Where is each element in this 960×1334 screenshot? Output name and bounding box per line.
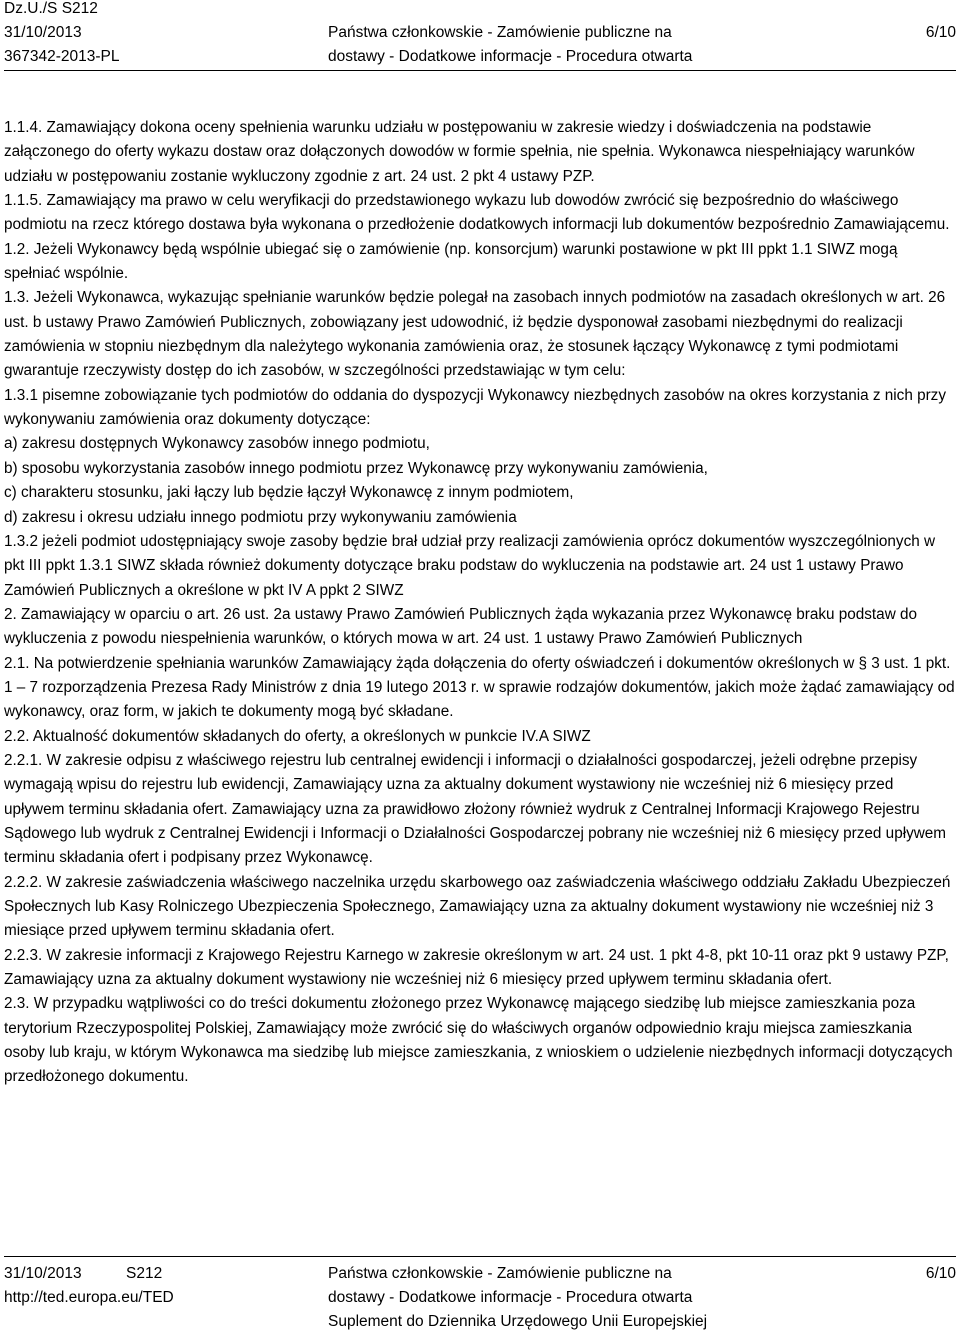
list-item: c) charakteru stosunku, jaki łączy lub będzie łączył Wykonawcę z innym podmiotem, <box>4 484 574 502</box>
paragraph: 1.1.4. Zamawiający dokona oceny spełnienia warunku udziału w postępowaniu w zakresie wiedzy i doświadczenia na podstawie załączonego do oferty wykazu dostaw oraz dołączonych dowodów w formie spełnia, nie spełnia. Wykonawca niespełniający warunków udziału w postępowaniu zostanie wykluczony zgodnie z art. 24 ust. 2 pkt 4 ustawy PZP. <box>4 119 915 185</box>
paragraph: 2.2.3. W zakresie informacji z Krajowego Rejestru Karnego w zakresie określonym w art. 24 ust. 1 pkt 4-8, pkt 10-11 oraz pkt 9 ustawy PZP, Zamawiający uzna za aktualny dokument wystawiony nie wcześniej niż 6 miesięcy przed upływem terminu składania ofert. <box>4 946 949 989</box>
page-number: 6/10 <box>925 24 956 41</box>
paragraph: 2.2.2. W zakresie zaświadczenia właściwego naczelnika urzędu skarbowego oaz zaświadczenia właściwego oddziału Zakładu Ubezpieczeń Społecznych lub Kasy Rolniczego Ubezpieczenia Społecznego, Zamawiający uzna za aktualny dokument wystawiony nie wcześniej niż 3 miesiące przed upływem terminu składania ofert. <box>4 873 951 940</box>
footer-title-line-1: Państwa członkowskie - Zamówienie publiczne na <box>328 1265 672 1282</box>
list-item: a) zakresu dostępnych Wykonawcy zasobów innego podmiotu, <box>4 435 430 453</box>
footer-divider <box>4 1256 956 1257</box>
list-item: b) sposobu wykorzystania zasobów innego podmiotu przez Wykonawcę przy wykonywaniu zamówienia, <box>4 459 708 477</box>
journal-reference: Dz.U./S S212 <box>4 0 98 17</box>
publication-date: 31/10/2013 <box>4 24 82 41</box>
header-divider <box>4 70 956 71</box>
header-title-line-2: dostawy - Dodatkowe informacje - Procedura otwarta <box>328 48 693 65</box>
document-number: 367342-2013-PL <box>4 48 120 65</box>
paragraph: 1.3.1 pisemne zobowiązanie tych podmiotów do oddania do dyspozycji Wykonawcy niezbędnych zasobów na okres korzystania z nich przy wykonywaniu zamówienia oraz dokumenty dotyczące: <box>4 386 946 429</box>
list-item: d) zakresu i okresu udziału innego podmiotu przy wykonywaniu zamówienia <box>4 508 517 526</box>
paragraph: 1.3. Jeżeli Wykonawca, wykazując spełnianie warunków będzie polegał na zasobach innych podmiotów na zasadach określonych w art. 26 ust. b ustawy Prawo Zamówień Publicznych, zobowiązany jest udowodnić, iż będzie dysponował zasobami niezbędnymi do realizacji zamówienia w stopniu niezbędnym dla należytego wykonania zamówienia oraz, że stosunek łączący Wykonawcę z tymi podmiotami gwarantuje rzeczywisty dostęp do ich zasobów, w szczególności przedstawiając w tym celu: <box>4 289 946 380</box>
paragraph: 2.2.1. W zakresie odpisu z właściwego rejestru lub centralnej ewidencji i informacji o działalności gospodarczej, jeżeli odrębne przepisy wymagają wpisu do rejestru lub ewidencji, Zamawiający uzna za aktualny dokument wystawiony nie wcześniej niż 6 miesięcy przed upływem terminu składania ofert. Zamawiający uzna za prawidłowo złożony również wydruk z Centralnej Informacji Krajowego Rejestru Sądowego lub wydruk z Centralnej Ewidencji i Informacji o Działalności Gospodarczej pobrany nie wcześniej niż 6 miesięcy przed upływem terminu składania ofert i podpisany przez Wykonawcę. <box>4 751 947 867</box>
paragraph: 2.1. Na potwierdzenie spełniania warunków Zamawiający żąda dołączenia do oferty oświadczeń i dokumentów określonych w § 3 ust. 1 pkt. 1 – 7 rozporządzenia Prezesa Rady Ministrów z dnia 19 lutego 2013 r. w sprawie rodzajów dokumentów, jakich może żądać zamawiający od wykonawcy, oraz form, w jakich te dokumenty mogą być składane. <box>4 654 955 721</box>
document-body <box>4 116 956 1090</box>
header-title-line-1: Państwa członkowskie - Zamówienie publiczne na <box>328 24 672 41</box>
paragraph: 1.2. Jeżeli Wykonawcy będą wspólnie ubiegać się o zamówienie (np. konsorcjum) warunki postawione w pkt III ppkt 1.1 SIWZ mogą spełniać wspólnie. <box>4 240 898 283</box>
paragraph: 1.1.5. Zamawiający ma prawo w celu weryfikacji do przedstawionego wykazu lub dowodów zwrócić się bezpośrednio do właściwego podmiotu na rzecz którego dostawa była wykonana o przedłożenie dodatkowych informacji lub dokumentów bezpośrednio Zamawiającemu. <box>4 192 950 234</box>
paragraph: 2.3. W przypadku wątpliwości co do treści dokumentu złożonego przez Wykonawcę mającego siedzibę lub miejsce zamieszkania poza terytorium Rzeczypospolitej Polskiej, Zamawiający może zwrócić się do właściwych organów odpowiednio kraju miejsca zamieszkania osoby lub kraju, w którym Wykonawca ma siedzibę lub miejsce zamieszkania, z wnioskiem o udzielenie niezbędnych informacji dotyczących przedłożonego dokumentu. <box>4 995 953 1086</box>
footer-date: 31/10/2013 <box>4 1265 82 1282</box>
footer-series: S212 <box>126 1265 163 1282</box>
footer-title-line-3: Suplement do Dziennika Urzędowego Unii Europejskiej <box>328 1313 708 1330</box>
footer-url-link[interactable]: http://ted.europa.eu/TED <box>4 1289 174 1306</box>
paragraph: 1.3.2 jeżeli podmiot udostępniający swoje zasoby będzie brał udział przy realizacji zamówienia oprócz dokumentów wyszczególnionych w pkt III ppkt 1.3.1 SIWZ składa również dokumenty dotyczące braku podstaw do wykluczenia na podstawie art. 24 ust 1 ustawy Prawo Zamówień Publicznych a określone w pkt IV A ppkt 2 SIWZ <box>4 532 936 599</box>
paragraph: 2.2. Aktualność dokumentów składanych do oferty, a określonych w punkcie IV.A SIWZ <box>4 727 591 745</box>
footer-title-line-2: dostawy - Dodatkowe informacje - Procedura otwarta <box>328 1289 693 1306</box>
paragraph: 2. Zamawiający w oparciu o art. 26 ust. 2a ustawy Prawo Zamówień Publicznych żąda wykazania przez Wykonawcę braku podstaw do wykluczenia z powodu niespełnienia warunków, o których mowa w art. 24 ust. 1 ustawy Prawo Zamówień Publicznych <box>4 605 918 648</box>
footer-page-number: 6/10 <box>925 1265 956 1282</box>
